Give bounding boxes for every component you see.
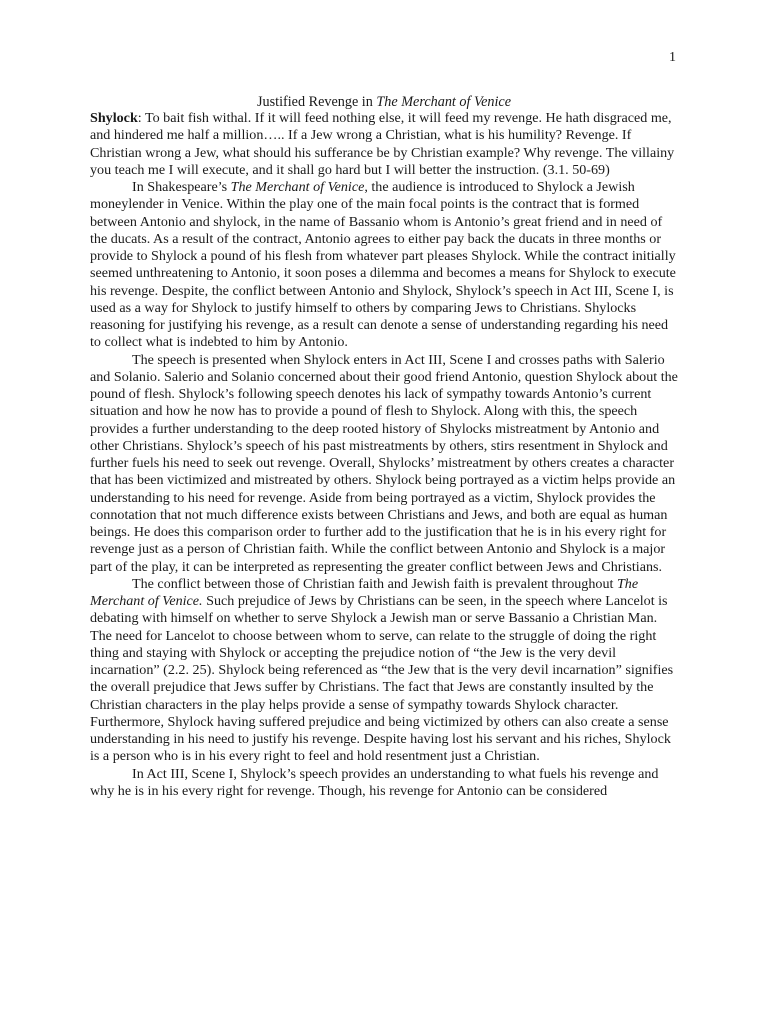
essay-title	[0, 93, 768, 111]
epigraph-quote	[90, 110, 680, 179]
paragraph-3-work-title: The Merchant of Venice.	[90, 575, 639, 609]
paragraph-1	[90, 179, 680, 352]
quote-text: : To bait fish withal. If it will feed nothing else, it will feed my revenge. He hath disgraced me, and hindered me half a million….. If a Jew wrong a Christian, what is his humility? Revenge. If Christian wrong a Jew, what should his sufferance be by Christian example? Why revenge. The villainy you teach me I will execute, and it shall go hard but I will better the instruction. (3.1. 50-69)	[90, 110, 675, 178]
paragraph-3	[90, 576, 680, 766]
title-prefix: Justified Revenge in	[257, 94, 377, 110]
paragraph-1-text-a: In Shakespeare’s	[132, 179, 231, 195]
paragraph-3-text-a: The conflict between those of Christian faith and Jewish faith is prevalent throughout	[132, 575, 617, 592]
paragraph-3-text-b: Such prejudice of Jews by Christians can be seen, in the speech where Lancelot is debating with himself on whether to serve Shylock a Jewish man or serve Bassanio a Christian Man. The need for Lancelot to choose between whom to serve, can relate to the struggle of doing the right thing and staying with Shylock or accepting the prejudice notion of “the Jew is the very devil incarnation” (2.2. 25). Shylock being referenced as “the Jew that is the very devil incarnation” signifies the overall prejudice that Jews suffer by Christians. The fact that Jews are constantly insulted by the Christian characters in the play helps provide a sense of sympathy towards Shylock character. Furthermore, Shylock having suffered prejudice and being victimized by others can also create a sense understanding in his need to justify his revenge. Despite having lost his servant and his riches, Shylock is a person who is in his every right to feel and hold resentment just a Christian.	[90, 593, 674, 765]
paragraph-4: In Act III, Scene I, Shylock’s speech provides an understanding to what fuels his revenge and why he is in his every right for revenge. Though, his revenge for Antonio can be considered	[90, 765, 659, 799]
quote-speaker: Shylock	[90, 110, 138, 126]
paragraph-2: The speech is presented when Shylock enters in Act III, Scene I and crosses paths with Salerio and Solanio. Salerio and Solanio concerned about their good friend Antonio, question Shylock about the pound of flesh. Shylock’s following speech denotes his lack of sympathy towards Antonio’s current situation and how he now has to provide a pound of flesh to Shylock. Along with this, the speech provides a further understanding to the deep rooted history of Shylocks mistreatment by Antonio and other Christians. Shylock’s speech of his past mistreatments by others, stirs resentment in Shylock and further fuels his need to seek out revenge. Overall, Shylocks’ mistreatment by others creates a character that has been victimized and mistreated by others. Shylock being portrayed as a victim helps provide an understanding to his need for revenge. Aside from being portrayed as a victim, Shylock provides the connotation that not much difference exists between Christians and Jews, and both are equal as human beings. He does this comparison order to further add to the justification that he is in his every right for revenge just as a person of Christian faith. While the conflict between Antonio and Shylock is a major part of the play, it can be interpreted as representing the greater conflict between Jews and Christians.	[90, 351, 678, 575]
title-work: The Merchant of Venice	[376, 94, 511, 110]
page-number: 1	[669, 50, 676, 65]
paragraph-1-text-b: , the audience is introduced to Shylock a Jewish moneylender in Venice. Within the play one of the main focal points is the contract that is formed between Antonio and shylock, in the name of Bassanio whom is Antonio’s great friend and in need of the ducats. As a result of the contract, Antonio agrees to either pay back the ducats in three months or provide to Shylock a pound of his flesh from whatever part pleases Shylock. While the contract initially seemed unthreatening to Antonio, it soon poses a dilemma and becomes a means for Shylock to execute his revenge. Despite, the conflict between Antonio and Shylock, Shylock’s speech in Act III, Scene I, is used as a way for Shylock to justify himself to others by comparing Jews to Christians. Shylocks reasoning for justifying his revenge, as a result can denote a sense of understanding regarding his need to collect what is indebted to him by Antonio.	[90, 179, 676, 351]
paragraph-1-work-title: The Merchant of Venice	[230, 179, 365, 195]
essay-body	[90, 110, 680, 800]
